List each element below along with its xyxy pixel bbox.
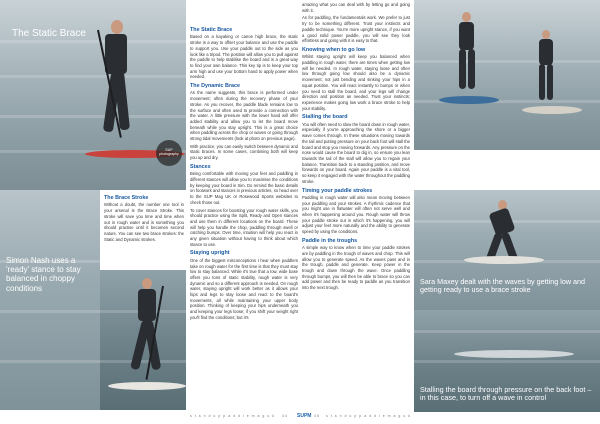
paragraph: amazing what you can deal with by letting go and going with it. <box>302 2 410 13</box>
brace-text: Without a doubt, the number one tool in your arsenal is the Brace Stroke. This stroke will save you time and time when out in rough water and is something you should practise until it becomes second nature. You can see two brace strokes: the Static and Dynamic strokes. <box>104 202 184 242</box>
article-column-1 <box>190 24 298 323</box>
photo-credit-stamp: SUP photography <box>156 140 182 166</box>
footer-right: s t a n d u p p a d d l e m a g u k <box>326 414 412 418</box>
paddler-figure <box>534 30 564 110</box>
paragraph: As the name suggests, this brace is performed under movement; often during the recovery phase of your stroke. As you recover, the paddle blade remains low to the surface and often used to provide a connection with the water. A little pressure with the lower hand will offer added stability and allow you to let the board move beneath while you stay upright. This is a great choice when paddling across the chop or waves or going through strong tidal movements (look at photo on previous page). <box>190 90 298 142</box>
heading-stances: Stances <box>190 163 211 170</box>
paragraph: A simple way to know when to time your paddle strokes are by paddling in the trough of waves and chop. This will allow you to generate speed. As the waves pass and in the trough, paddle and generate. Keep power in the trough and down through the wave. Once paddling through bumps, you will then be able to brace so you can add power and then be ready to paddle as you transition into the next trough. <box>302 245 410 291</box>
right-caption-3: Stalling the board through pressure on the back foot – in this case, to turn off a wave in control <box>420 385 592 403</box>
right-caption-1: Lauren Newman-Warren and Simon Nash look comfortable in choppy conditions <box>420 157 569 175</box>
paragraph: Being comfortable with moving your feet and paddling in different stances will allow you to maximise the conditions by keeping your board in trim. Do remind the basic details on footwork and stances in previous articles, so head over to the SUP Mag UK or Rosewood Sports websites to check those out. <box>190 171 298 205</box>
hero-photo <box>0 0 186 190</box>
paragraph: Based on a kayaking or canoe high brace, the static stroke is a way to offset your balance and use the paddle to support you. Use your paddle out to the side as you look like a tripod. The position will allow you to pull against the paddle to help stabilise the board and is a great way to find your own balance. This key tip is to keep your top arm high and use your bottom hand to apply power when needed. <box>190 34 298 80</box>
paragraph: You will often need to slow the board down in rough water, especially if you're approaching the shore or a bigger wave comes through. In these situations moving towards the tail and putting pressure on your back foot will stall the board and stop you moving forwards. Any pressure on the nose would cause the board to dig in, so ensure you lean towards the tail of the stall will allow you to regain your balance. Transition back to a standing position, and move forwards on your board. Again your paddle is a vital tool, so keep it engaged with the water throughout the paddling stroke. <box>302 121 410 184</box>
heading-dynamic-brace: The Dynamic Brace <box>190 83 241 90</box>
heading-troughs: Paddle in the troughs <box>302 237 358 244</box>
paragraph: Paddling in rough water will also mean moving between your paddling and your strokes. A rhythmic cadence that you might use in flatwater will often not serve well and when it's happening around you. Rough water will throw your paddle stroke out in which it's happening, you will adjust your feet more naturally and the ability to generate speed by using the conditions. <box>302 194 410 235</box>
article-column-2 <box>302 2 410 293</box>
paddler-figure <box>454 12 484 102</box>
heading-static-brace: The Static Brace <box>190 27 233 33</box>
heading-going-low: Knowing when to go low <box>302 46 366 53</box>
paragraph: To cover stances for boosting your rough water skills, you should practice using the Split, Ready and Open stances and use them in different locations on the board. These will help you handle the chop, paddling through swell or catching bumps. Over time, intuition will help you react in any given situation without having to think about which stance to use. <box>190 207 298 247</box>
right-photo-1 <box>414 0 600 150</box>
hero-caption: The Static Brace <box>12 28 86 39</box>
paragraph: Whilst staying upright will keep you balanced when paddling in rough water, there are times when getting low will be needed. In rough water, staying loose and often low through going low should also be a dynamic movement; not just bending and sinking your hips in a squat position. You will react instantly to bumps or when you need to stall the board, and your legs will change direction and position as needed. Trust your instincts; experience makes going low work a brace stroke to help your stability. <box>302 54 410 111</box>
paragraph: One of the biggest misconceptions I hear when paddlers take on rough water for the first time is that they must stay low to stay balanced. While it's true that a low, wide base offers you tons of static stability, rough water is very dynamic and so a different approach is needed. On rough water, staying upright will work better as it allows your hips and legs to stay loose and react to the board's movements, all while maintaining your upper body position. Thinking of keeping your hips underneath you and keeping your legs loose; if you shift your weight right you'll find the conditions; but it's <box>190 257 298 320</box>
footer-logo: SUPM <box>297 413 312 419</box>
heading-timing: Timing your paddle strokes <box>302 187 373 194</box>
brace-heading: The Brace Stroke <box>104 195 149 201</box>
secondary-photo <box>0 190 100 410</box>
secondary-photo-bottom <box>100 270 186 410</box>
paddler-figure <box>130 278 170 388</box>
secondary-caption: Simon Nash uses a 'ready' stance to stay balanced in choppy conditions <box>6 256 81 293</box>
brace-text-block <box>104 192 184 244</box>
paragraph: As for paddling, the fundamentals work. We prefer to just try to be something different. Trust your instincts and paddle technique. You're more upright stance, if you want a good solid power paddle, you will see they look effortless and going with it is easy to that. <box>302 15 410 44</box>
page-number-right: 45 <box>314 414 320 418</box>
paddler-figure <box>95 20 155 170</box>
heading-stalling: Stalling the board <box>302 114 348 121</box>
page-number-left: 44 <box>282 414 288 418</box>
heading-staying-upright: Staying upright <box>190 250 230 257</box>
footer-left: s t a n d u p p a d d l e m a g u k <box>190 414 276 418</box>
right-caption-2: Sara Maxey dealt with the waves by getting low and getting ready to use a brace stroke <box>420 277 586 295</box>
paragraph: With practice, you can easily switch between dynamic and static braces. In some cases, combining both will keep you up and dry. <box>190 143 298 161</box>
